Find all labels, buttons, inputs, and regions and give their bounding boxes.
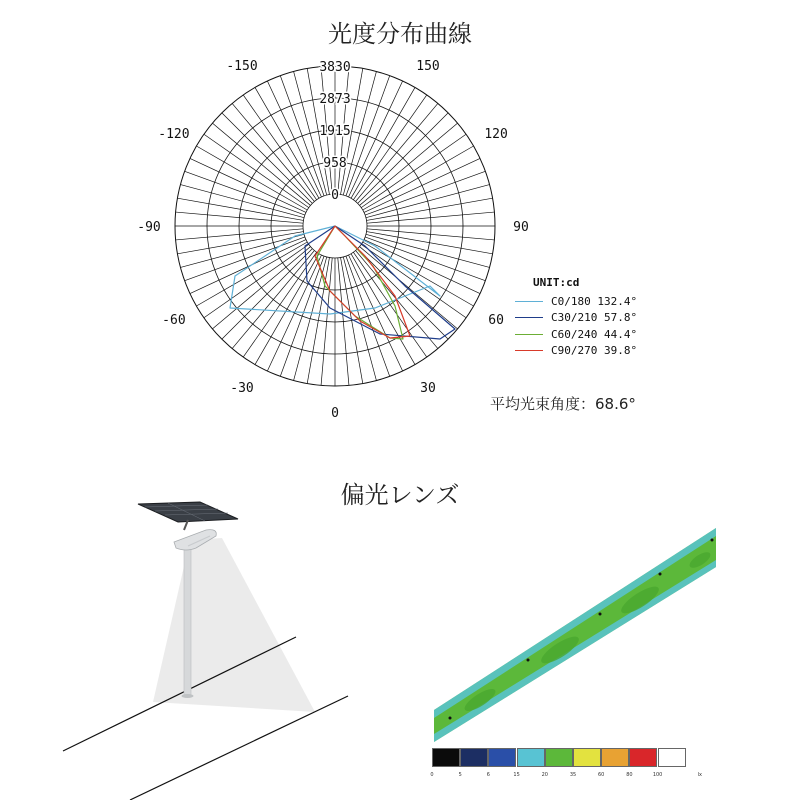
polar-spoke [180, 185, 304, 218]
legend [515, 276, 637, 359]
scale-label: 80 [626, 772, 633, 778]
polar-spoke [190, 240, 306, 294]
polar-spoke [349, 81, 403, 197]
polar-spoke [366, 234, 490, 267]
scale-label: 100 [652, 772, 663, 778]
legend-unit: UNIT:cd [533, 276, 580, 289]
pole-marker [449, 717, 452, 720]
polar-spoke [360, 247, 458, 329]
scale-swatch [488, 748, 516, 767]
road-edge-line [130, 696, 348, 800]
legend-entry [515, 326, 637, 343]
scale-label: 20 [541, 772, 548, 778]
ring-value-label: 0 [331, 188, 339, 203]
polar-spoke [364, 158, 480, 212]
angle-label: -150 [226, 58, 258, 74]
legend-swatch [515, 334, 543, 335]
average-beam-angle: 平均光束角度：68.6° [490, 395, 636, 413]
angle-label: -30 [230, 381, 254, 397]
angle-label: -60 [162, 313, 186, 328]
ring-value-label: 3830 [319, 60, 351, 75]
legend-swatch [515, 350, 543, 351]
polar-spoke [232, 251, 314, 349]
polar-spoke [366, 185, 490, 218]
legend-label: C90/270 39.8° [551, 344, 638, 358]
scale-swatch [545, 748, 573, 767]
scale-label: 60 [598, 772, 605, 778]
scale-label: 35 [569, 772, 577, 778]
polar-spoke [349, 255, 403, 371]
pole-marker [711, 539, 714, 542]
polar-spoke [212, 123, 310, 205]
scale-label: 0 [430, 772, 434, 778]
ring-value-label: 2873 [319, 92, 351, 107]
polar-spoke [363, 242, 474, 306]
polar-spoke [180, 234, 304, 267]
polar-spoke [351, 87, 415, 198]
polar-spoke [255, 87, 319, 198]
polar-spoke [190, 158, 306, 212]
angle-label: 120 [484, 127, 508, 142]
angle-label: 30 [420, 381, 436, 397]
polar-spoke [177, 198, 303, 220]
solar-panel [138, 502, 238, 522]
polar-spoke [196, 146, 307, 210]
angle-label: 0 [331, 406, 339, 421]
lamp-pole [184, 548, 191, 696]
pole-marker [599, 613, 602, 616]
polar-spoke [367, 198, 493, 220]
light-cone [153, 538, 315, 712]
polar-spoke [360, 123, 458, 205]
scale-swatch [629, 748, 657, 767]
scale-label: 15 [513, 772, 520, 778]
ring-value-label: 958 [323, 156, 347, 171]
ring-value-label: 1915 [319, 124, 351, 139]
scale-swatch [573, 748, 601, 767]
legend-label: C30/210 57.8° [551, 311, 638, 325]
scale-swatch [517, 748, 545, 767]
scale-swatch [601, 748, 629, 767]
polar-spoke [196, 242, 307, 306]
scale-unit: lx [697, 772, 702, 778]
scale-swatch [432, 748, 460, 767]
legend-label: C60/240 44.4° [551, 327, 638, 341]
angle-label: -90 [137, 220, 161, 235]
polar-spoke [267, 81, 321, 197]
scale-swatch [658, 748, 686, 767]
polar-spoke [364, 240, 480, 294]
angle-label: -120 [158, 127, 190, 142]
lens-section-title: 偏光レンズ [340, 481, 460, 509]
street-lamp-illustration [0, 500, 420, 800]
polar-spoke [232, 103, 314, 201]
polar-spoke [307, 258, 329, 384]
legend-label: C0/180 132.4° [551, 294, 638, 308]
legend-swatch [515, 317, 543, 318]
legend-entry [515, 343, 637, 360]
polar-spoke [255, 254, 319, 365]
angle-label: 90 [513, 220, 529, 235]
polar-spoke [351, 254, 415, 365]
angle-label: 150 [416, 58, 440, 74]
scale-label: 6 [486, 772, 490, 778]
legend-entry [515, 310, 637, 327]
scale-swatch [460, 748, 488, 767]
polar-spoke [363, 146, 474, 210]
polar-chart-title: 光度分布曲線 [328, 20, 472, 48]
scale-label: 5 [458, 772, 462, 778]
angle-label: 60 [488, 313, 504, 328]
pole-marker [659, 573, 662, 576]
polar-spoke [367, 232, 493, 254]
pole-marker [527, 659, 530, 662]
legend-entry [515, 293, 637, 310]
legend-swatch [515, 301, 543, 302]
polar-spoke [356, 103, 438, 201]
pole-base [182, 694, 194, 698]
